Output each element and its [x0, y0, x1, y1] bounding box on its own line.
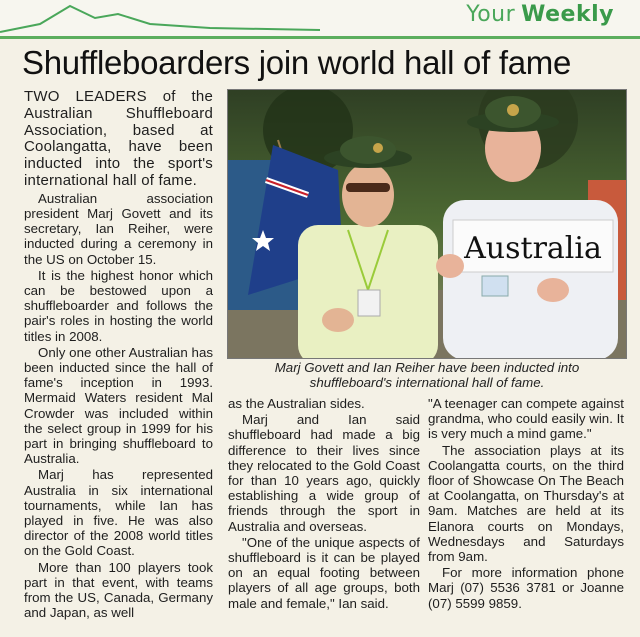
paragraph: as the Australian sides. — [228, 396, 365, 411]
photo-caption: Marj Govett and Ian Reiher have been inducted into shuffleboard's international hall of fame. — [274, 360, 580, 390]
paragraph: Only one other Australian has been inducted since the hall of fame's inception in 1993. Mermaid Waters resident Mal Crowder was included within the select group in 1999 for his part in bringing shuffleboard to Australia. — [24, 344, 213, 467]
sign-text: Australia — [464, 231, 602, 266]
masthead-rule — [0, 36, 640, 39]
article-column-1 — [24, 89, 213, 621]
brand-weekly: Weekly — [521, 2, 614, 27]
photo-illustration — [228, 90, 626, 358]
paragraph: More than 100 players took part in that event, with teams from the US, Canada, Germany and Japan, as well — [24, 559, 213, 621]
paragraph: "One of the unique aspects of shuffleboard is it can be played on an equal footing between players of all age groups, both male and female," Ian said. — [228, 534, 420, 611]
australia-sign — [453, 220, 613, 272]
paragraph: It is the highest honor which can be bestowed upon a shuffleboarder and follows the pair's roles in hosting the world titles in 2008. — [24, 267, 213, 344]
headline: Shuffleboarders join world hall of fame — [22, 44, 572, 81]
brand-title — [466, 2, 614, 27]
article-column-3 — [428, 396, 624, 612]
paragraph: Marj and Ian said shuffleboard had made a big difference to their lives since they relocated to the Gold Coast for than 10 years ago, quickly establishing a wide group of friends through the sport in Australia and overseas. — [228, 412, 420, 534]
paragraph: "A teenager can compete against grandma, who could easily win. It is very much a mind game." — [428, 396, 624, 442]
lead-paragraph: TWO LEADERS of the Australian Shuffleboard Association, based at Coolangatta, have been inducted into the sport's international hall of fame. — [24, 88, 213, 189]
paragraph: For more information phone Marj (07) 5536 3781 or Joanne (07) 5599 9859. — [428, 565, 624, 611]
paragraph: The association plays at its Coolangatta courts, on the third floor of Showcase On The Beach at Coolangatta, on Thursday's at 9am. Matches are held at its Elanora courts on Mondays, Wednesdays and Saturdays from 9am. — [428, 442, 624, 565]
brand-your: Your — [466, 2, 516, 27]
paragraph: Marj has represented Australia in six international tournaments, while Ian has played in five. He was also director of the 2008 world titles on the Gold Coast. — [24, 467, 213, 559]
article-photo — [227, 89, 627, 359]
paragraph: Australian association president Marj Govett and its secretary, Ian Reiher, were inducted during a ceremony in the US on October 15. — [24, 190, 213, 267]
article-column-2 — [228, 396, 420, 612]
masthead — [0, 0, 640, 36]
